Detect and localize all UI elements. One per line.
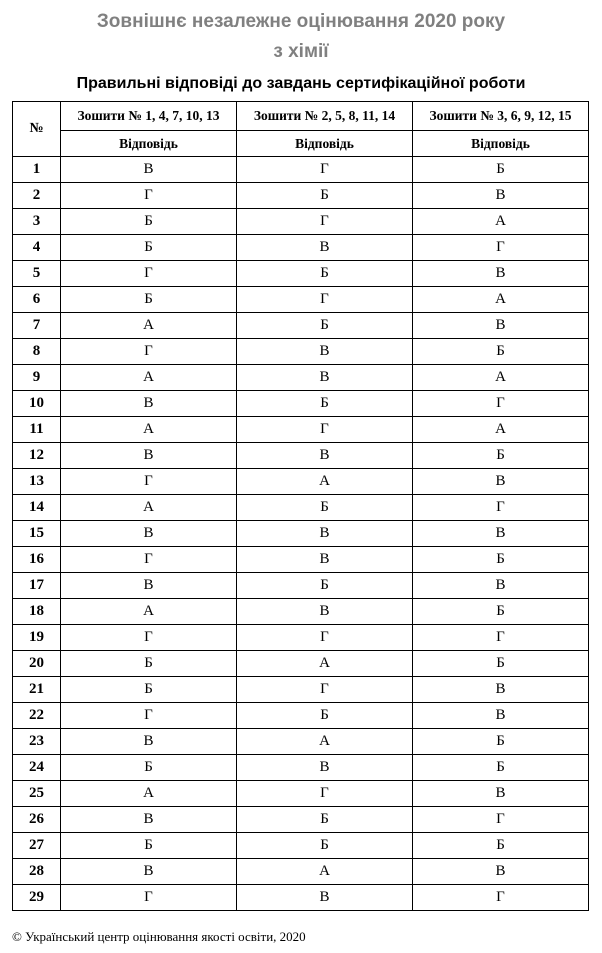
table-row [13, 677, 589, 703]
answer-cell-group-1: А [61, 313, 237, 339]
table-row [13, 833, 589, 859]
answer-cell-group-1: Б [61, 209, 237, 235]
table-row [13, 235, 589, 261]
table-row [13, 625, 589, 651]
table-row [13, 859, 589, 885]
task-number: 1 [13, 157, 61, 183]
table-row [13, 521, 589, 547]
header-answer-label-1: Відповідь [61, 131, 237, 157]
table-row [13, 885, 589, 911]
answer-cell-group-2: Г [237, 287, 413, 313]
table-row [13, 573, 589, 599]
answer-cell-group-2: В [237, 885, 413, 911]
table-row [13, 807, 589, 833]
answer-cell-group-2: А [237, 651, 413, 677]
table-row [13, 313, 589, 339]
task-number: 6 [13, 287, 61, 313]
task-number: 27 [13, 833, 61, 859]
answer-cell-group-1: Г [61, 469, 237, 495]
answer-cell-group-3: В [413, 573, 589, 599]
answer-cell-group-3: Б [413, 339, 589, 365]
answers-table [12, 101, 589, 911]
task-number: 15 [13, 521, 61, 547]
answer-cell-group-1: Г [61, 261, 237, 287]
answer-cell-group-1: А [61, 599, 237, 625]
task-number: 14 [13, 495, 61, 521]
table-row [13, 339, 589, 365]
page-title: Зовнішнє незалежне оцінювання 2020 року [96, 11, 506, 32]
answer-cell-group-1: В [61, 391, 237, 417]
table-row [13, 443, 589, 469]
answer-cell-group-3: А [413, 365, 589, 391]
answer-cell-group-2: Б [237, 183, 413, 209]
answer-cell-group-1: Г [61, 885, 237, 911]
answer-cell-group-2: В [237, 547, 413, 573]
answer-cell-group-2: А [237, 859, 413, 885]
answer-cell-group-3: В [413, 703, 589, 729]
answer-cell-group-3: В [413, 521, 589, 547]
answer-cell-group-1: Г [61, 183, 237, 209]
answer-cell-group-2: Г [237, 209, 413, 235]
task-number: 28 [13, 859, 61, 885]
answer-cell-group-2: Б [237, 703, 413, 729]
answer-cell-group-3: В [413, 469, 589, 495]
answer-cell-group-3: В [413, 183, 589, 209]
answer-cell-group-2: Г [237, 781, 413, 807]
answer-cell-group-2: В [237, 235, 413, 261]
answer-cell-group-3: В [413, 313, 589, 339]
answer-cell-group-1: Г [61, 339, 237, 365]
table-row [13, 469, 589, 495]
answer-cell-group-2: А [237, 469, 413, 495]
answer-cell-group-1: А [61, 495, 237, 521]
answer-cell-group-1: В [61, 521, 237, 547]
answer-cell-group-2: Б [237, 573, 413, 599]
answer-cell-group-3: Г [413, 625, 589, 651]
table-row [13, 755, 589, 781]
header-answer-label-2: Відповідь [237, 131, 413, 157]
answer-cell-group-3: Б [413, 651, 589, 677]
answer-cell-group-3: Б [413, 729, 589, 755]
task-number: 16 [13, 547, 61, 573]
table-row [13, 287, 589, 313]
answers-table-header [13, 102, 589, 157]
table-row [13, 651, 589, 677]
header-row-groups [13, 102, 589, 131]
header-number: № [13, 102, 61, 157]
answer-cell-group-3: В [413, 781, 589, 807]
answer-cell-group-3: В [413, 859, 589, 885]
answer-cell-group-2: Б [237, 807, 413, 833]
task-number: 12 [13, 443, 61, 469]
task-number: 8 [13, 339, 61, 365]
answer-cell-group-1: А [61, 781, 237, 807]
answer-cell-group-2: Б [237, 261, 413, 287]
answer-cell-group-2: В [237, 339, 413, 365]
answer-cell-group-3: А [413, 287, 589, 313]
answer-cell-group-2: А [237, 729, 413, 755]
answer-cell-group-3: Г [413, 495, 589, 521]
task-number: 5 [13, 261, 61, 287]
answer-cell-group-3: Б [413, 755, 589, 781]
table-row [13, 391, 589, 417]
answer-cell-group-2: Г [237, 677, 413, 703]
table-row [13, 209, 589, 235]
task-number: 11 [13, 417, 61, 443]
answer-cell-group-3: Б [413, 157, 589, 183]
task-number: 19 [13, 625, 61, 651]
page-subtitle: Правильні відповіді до завдань сертифікаційної роботи [76, 75, 526, 92]
answer-cell-group-2: В [237, 755, 413, 781]
answer-cell-group-2: Г [237, 157, 413, 183]
answer-cell-group-1: В [61, 807, 237, 833]
answer-cell-group-1: В [61, 573, 237, 599]
answer-cell-group-1: Г [61, 625, 237, 651]
task-number: 3 [13, 209, 61, 235]
task-number: 26 [13, 807, 61, 833]
answer-cell-group-3: Г [413, 391, 589, 417]
header-row-answer-labels [13, 131, 589, 157]
task-number: 13 [13, 469, 61, 495]
task-number: 10 [13, 391, 61, 417]
table-row [13, 781, 589, 807]
answer-cell-group-2: Б [237, 391, 413, 417]
task-number: 20 [13, 651, 61, 677]
answer-cell-group-3: Г [413, 807, 589, 833]
answer-cell-group-1: Б [61, 651, 237, 677]
task-number: 29 [13, 885, 61, 911]
answer-cell-group-3: Б [413, 833, 589, 859]
table-row [13, 599, 589, 625]
header-group-1: Зошити № 1, 4, 7, 10, 13 [61, 102, 237, 131]
answer-cell-group-3: Г [413, 235, 589, 261]
answer-cell-group-1: Б [61, 235, 237, 261]
table-row [13, 183, 589, 209]
answer-cell-group-3: В [413, 677, 589, 703]
table-row [13, 703, 589, 729]
table-row [13, 417, 589, 443]
header-group-3: Зошити № 3, 6, 9, 12, 15 [413, 102, 589, 131]
answer-cell-group-1: А [61, 417, 237, 443]
answer-cell-group-1: А [61, 365, 237, 391]
table-row [13, 365, 589, 391]
table-row [13, 157, 589, 183]
answer-cell-group-1: Б [61, 755, 237, 781]
answer-cell-group-3: Б [413, 599, 589, 625]
answer-cell-group-2: Г [237, 625, 413, 651]
header-answer-label-3: Відповідь [413, 131, 589, 157]
task-number: 25 [13, 781, 61, 807]
answer-cell-group-2: В [237, 521, 413, 547]
answer-cell-group-3: А [413, 417, 589, 443]
answer-cell-group-1: Б [61, 833, 237, 859]
copyright-footer: © Український центр оцінювання якості освіти, 2020 [12, 929, 306, 944]
answers-table-body [13, 157, 589, 911]
answer-cell-group-1: Г [61, 703, 237, 729]
task-number: 9 [13, 365, 61, 391]
answer-cell-group-3: Б [413, 443, 589, 469]
table-row [13, 729, 589, 755]
answer-cell-group-1: В [61, 859, 237, 885]
answer-cell-group-1: Б [61, 287, 237, 313]
answer-cell-group-2: Б [237, 495, 413, 521]
table-row [13, 495, 589, 521]
table-row [13, 261, 589, 287]
page-title-subject: з хімії [273, 41, 329, 62]
answer-cell-group-3: Б [413, 547, 589, 573]
task-number: 24 [13, 755, 61, 781]
answer-cell-group-2: Б [237, 833, 413, 859]
answer-cell-group-3: В [413, 261, 589, 287]
answer-cell-group-1: Г [61, 547, 237, 573]
task-number: 22 [13, 703, 61, 729]
answer-cell-group-1: В [61, 443, 237, 469]
answer-cell-group-3: Г [413, 885, 589, 911]
header-group-2: Зошити № 2, 5, 8, 11, 14 [237, 102, 413, 131]
answer-cell-group-2: Г [237, 417, 413, 443]
task-number: 2 [13, 183, 61, 209]
table-row [13, 547, 589, 573]
answer-cell-group-2: В [237, 365, 413, 391]
answer-cell-group-1: В [61, 729, 237, 755]
task-number: 17 [13, 573, 61, 599]
answer-cell-group-1: В [61, 157, 237, 183]
answer-cell-group-2: Б [237, 313, 413, 339]
task-number: 7 [13, 313, 61, 339]
task-number: 18 [13, 599, 61, 625]
task-number: 4 [13, 235, 61, 261]
answer-cell-group-3: А [413, 209, 589, 235]
answer-cell-group-1: Б [61, 677, 237, 703]
answer-cell-group-2: В [237, 443, 413, 469]
answer-cell-group-2: В [237, 599, 413, 625]
task-number: 21 [13, 677, 61, 703]
task-number: 23 [13, 729, 61, 755]
